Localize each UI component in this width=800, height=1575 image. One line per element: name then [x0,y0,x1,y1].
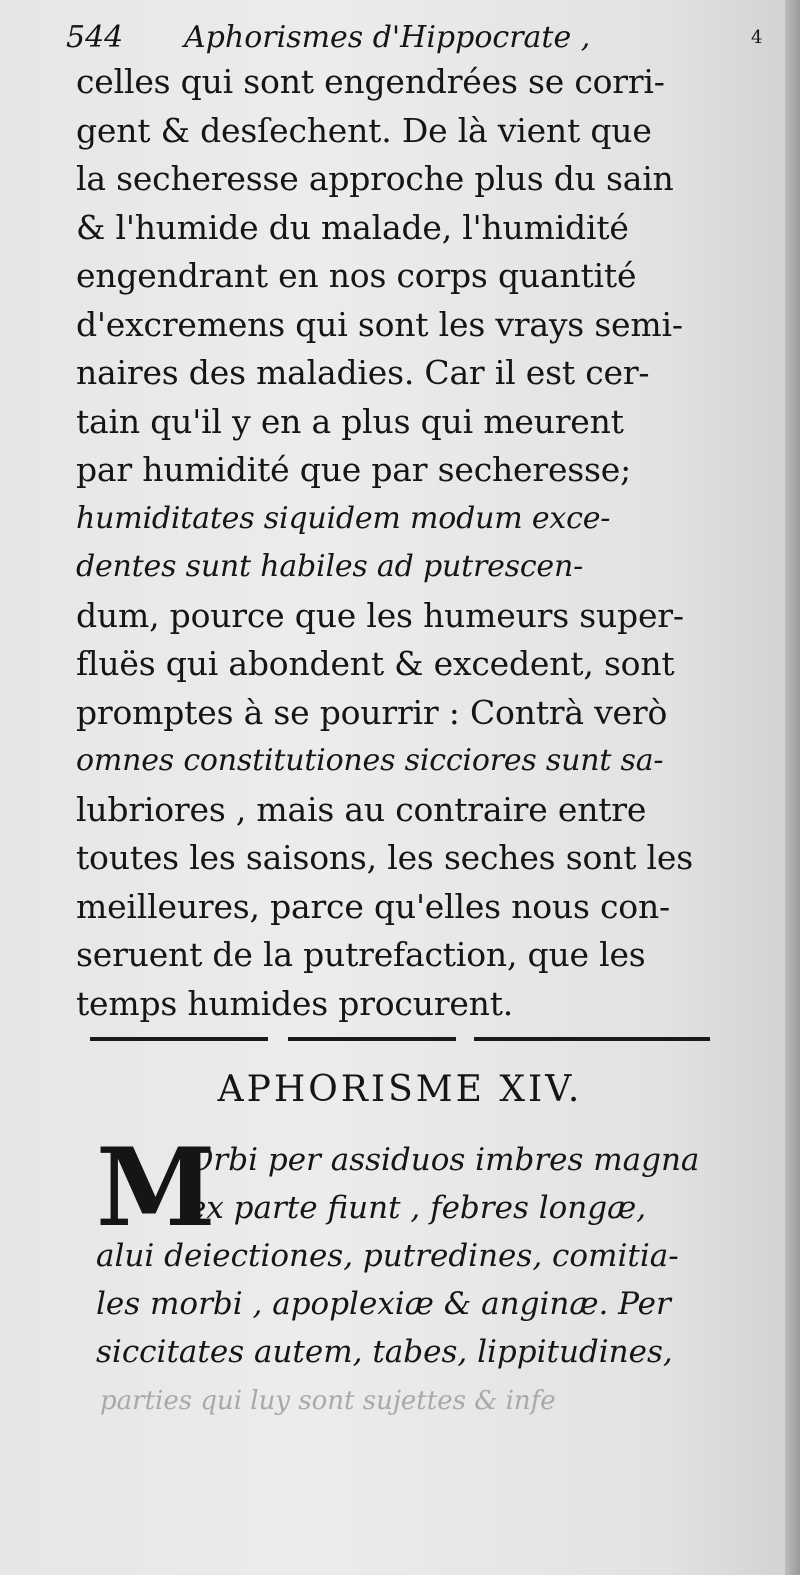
paragraph-line: les morbi , apoplexiæ & anginæ. Per [96,1286,671,1322]
rule-segment [474,1037,710,1041]
text-line: meilleures, parce qu'elles nous con- [76,886,670,926]
page-number: 544 [66,20,124,55]
text-line: promptes à se pourrir : Contrà verò [76,692,668,732]
corner-mark: 4 [751,27,763,48]
page-header [66,14,766,62]
paragraph-line: alui deiectiones, putredines, comitia- [96,1238,679,1274]
rule-segment [288,1037,456,1041]
running-head: Aphorismes d'Hippocrate , [184,20,591,55]
paragraph-line: Orbi per assiduos imbres magna [188,1142,700,1178]
paragraph-line: siccitates autem, tabes, lippitudines, [96,1334,673,1370]
ornamental-rule [90,1034,710,1044]
drop-cap: M [96,1125,216,1251]
rule-segment [90,1037,268,1041]
text-line: humiditates siquidem modum exce- [76,500,611,536]
text-line: celles qui sont engendrées se corri- [76,62,665,101]
text-line: engendrant en nos corps quantité [76,256,637,295]
text-line: gent & desſechent. De là vient que [76,110,652,150]
text-line: omnes constitutiones sicciores sunt sa- [76,743,664,778]
text-line: & l'humide du malade, l'humidité [76,207,629,247]
text-line: d'excremens qui sont les vrays semi- [76,304,683,344]
text-line: fluës qui abondent & excedent, sont [76,644,675,683]
text-line: par humidité que par secheresse; [76,450,631,489]
text-line: dum, pource que les humeurs super- [76,595,684,635]
show-through-text: parties qui luy sont sujettes & infe [100,1386,556,1416]
text-line: lubriores , mais au contraire entre [76,789,647,829]
text-line: tain qu'il y en a plus qui meurent [76,401,624,441]
text-line: la secheresse approche plus du sain [76,159,674,198]
text-line: temps humides procurent. [76,983,514,1023]
text-line: naires des maladies. Car il est cer- [76,353,650,392]
page-edge [785,0,800,1575]
body-text [76,58,712,1028]
paragraph-line: ex parte fiunt , febres longæ, [188,1190,647,1226]
text-line: toutes les saisons, les seches sont les [76,838,693,877]
text-line: seruent de la putrefaction, que les [76,935,646,974]
text-line: dentes sunt habiles ad putrescen- [76,549,584,584]
section-heading: APHORISME XIV. [217,1069,583,1110]
